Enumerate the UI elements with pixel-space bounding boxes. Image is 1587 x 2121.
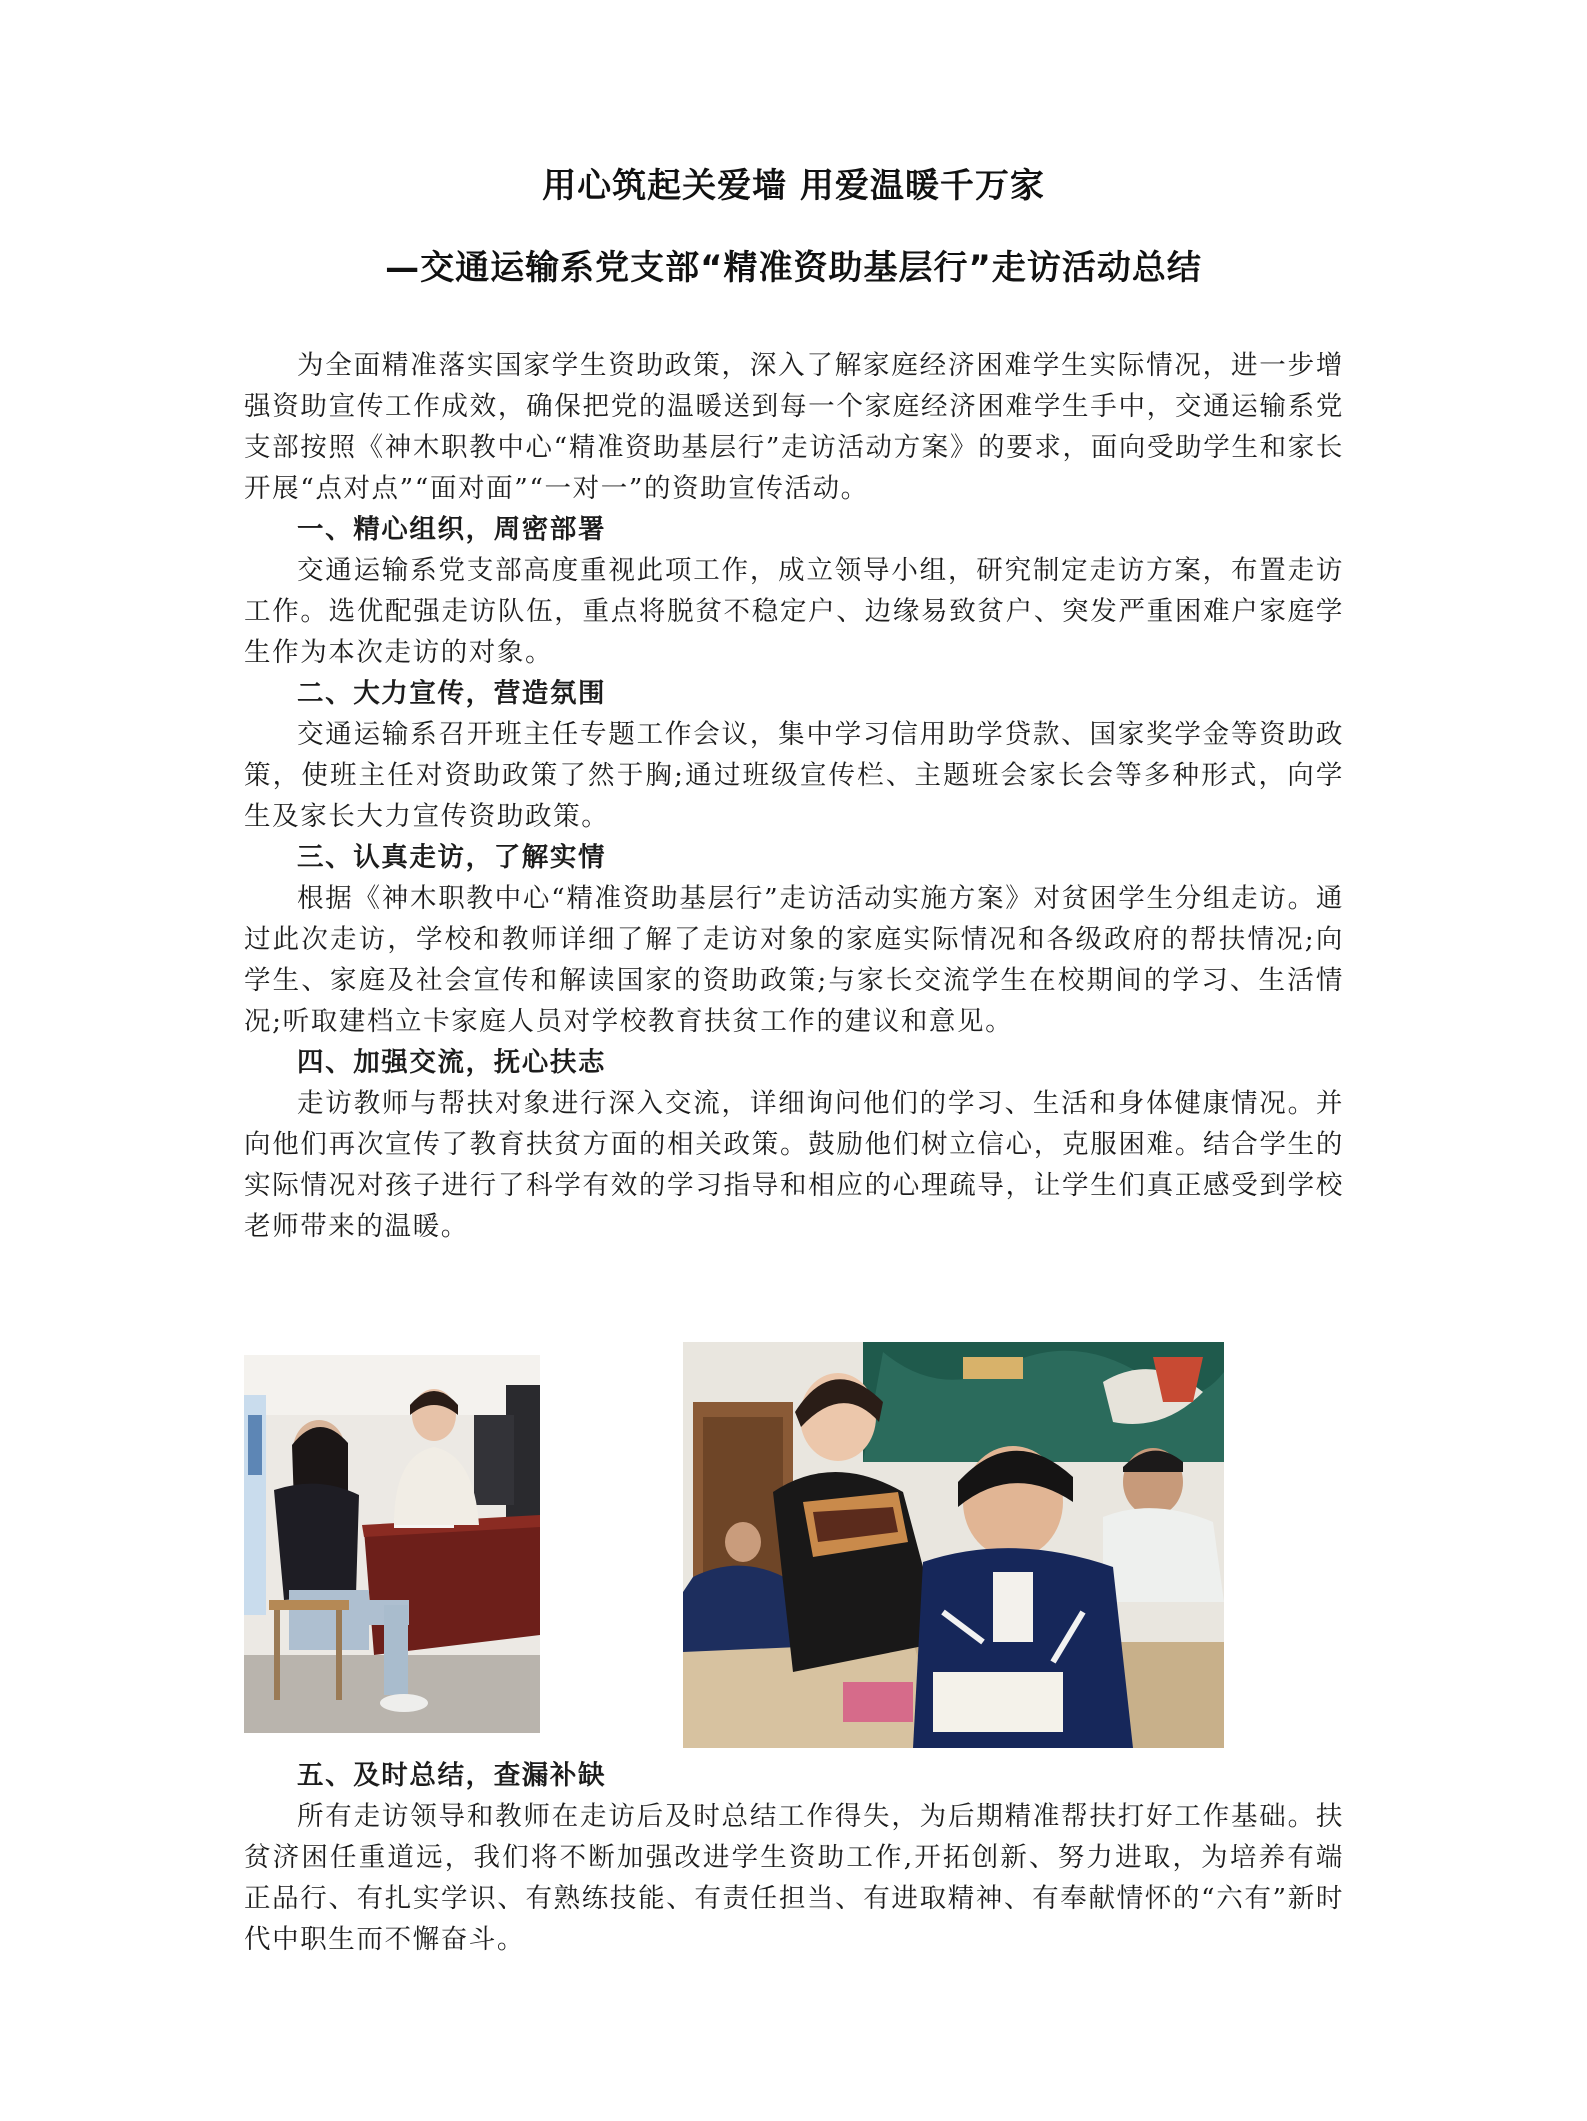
photo-home-visit <box>244 1355 540 1733</box>
section-3-heading: 三、认真走访，了解实情 <box>297 842 607 873</box>
section-2-text: 交通运输系召开班主任专题工作会议，集中学习信用助学贷款、国家奖学金等资助政策，使班主任对资助政策了然于胸;通过班级宣传栏、主题班会家长会等多种形式，向学生及家长大力宣传资助政策。 <box>244 719 1344 832</box>
section-2-heading: 二、大力宣传，营造氛围 <box>297 678 607 709</box>
document-subtitle: —交通运输系党支部“精准资助基层行”走访活动总结 <box>385 248 1202 288</box>
photo-classroom-tutoring <box>683 1342 1224 1748</box>
intro-paragraph: 为全面精准落实国家学生资助政策，深入了解家庭经济困难学生实际情况，进一步增强资助宣传工作成效，确保把党的温暖送到每一个家庭经济困难学生手中，交通运输系党支部按照《神木职教中心“精准资助基层行”走访活动方案》的要求，面向受助学生和家长开展“点对点”“面对面”“一对一”的资助宣传活动。 <box>244 350 1344 504</box>
body-bottom <box>244 1755 1344 1960</box>
section-4-text: 走访教师与帮扶对象进行深入交流，详细询问他们的学习、生活和身体健康情况。并向他们再次宣传了教育扶贫方面的相关政策。鼓励他们树立信心，克服困难。结合学生的实际情况对孩子进行了科学有效的学习指导和相应的心理疏导，让学生们真正感受到学校老师带来的温暖。 <box>244 1088 1344 1242</box>
body-top <box>244 345 1344 1247</box>
section-3-text: 根据《神木职教中心“精准资助基层行”走访活动实施方案》对贫困学生分组走访。通过此次走访，学校和教师详细了解了走访对象的家庭实际情况和各级政府的帮扶情况;向学生、家庭及社会宣传和解读国家的资助政策;与家长交流学生在校期间的学习、生活情况;听取建档立卡家庭人员对学校教育扶贫工作的建议和意见。 <box>244 883 1344 1037</box>
section-1-text: 交通运输系党支部高度重视此项工作，成立领导小组，研究制定走访方案，布置走访工作。选优配强走访队伍，重点将脱贫不稳定户、边缘易致贫户、突发严重困难户家庭学生作为本次走访的对象。 <box>244 555 1344 668</box>
section-4-heading: 四、加强交流，抚心扶志 <box>297 1047 607 1078</box>
section-1-heading: 一、精心组织，周密部署 <box>297 514 607 545</box>
document-title: 用心筑起关爱墙 用爱温暖千万家 <box>542 166 1045 206</box>
section-5-heading: 五、及时总结，查漏补缺 <box>297 1760 607 1791</box>
section-5-text: 所有走访领导和教师在走访后及时总结工作得失，为后期精准帮扶打好工作基础。扶贫济困任重道远，我们将不断加强改进学生资助工作,开拓创新、努力进取，为培养有端正品行、有扎实学识、有熟练技能、有责任担当、有进取精神、有奉献情怀的“六有”新时代中职生而不懈奋斗。 <box>244 1801 1344 1955</box>
